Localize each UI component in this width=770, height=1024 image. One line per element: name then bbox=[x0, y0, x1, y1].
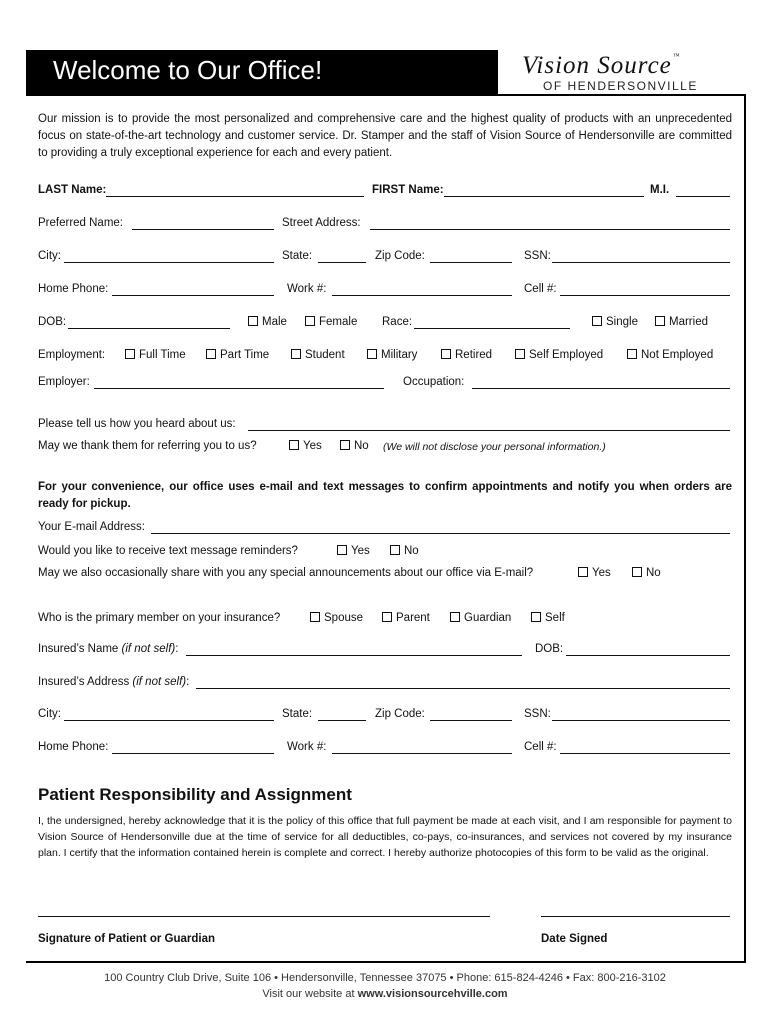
work-label: Work #: bbox=[287, 283, 327, 295]
state-label: State: bbox=[282, 250, 313, 262]
preferred-name-label: Preferred Name: bbox=[38, 217, 124, 229]
insured-work-label: Work #: bbox=[287, 741, 327, 753]
thank-no-option[interactable]: No bbox=[340, 440, 369, 452]
insured-state-label: State: bbox=[282, 708, 313, 720]
checkbox-icon[interactable] bbox=[578, 567, 588, 577]
checkbox-icon[interactable] bbox=[248, 316, 258, 326]
insured-ssn-field[interactable] bbox=[552, 708, 730, 721]
preferred-row bbox=[38, 217, 730, 233]
insured-cell-field[interactable] bbox=[560, 741, 730, 754]
checkbox-icon[interactable] bbox=[632, 567, 642, 577]
checkbox-icon[interactable] bbox=[337, 545, 347, 555]
dob-row bbox=[38, 316, 730, 332]
employment-student[interactable]: Student bbox=[291, 349, 345, 361]
home-phone-label: Home Phone: bbox=[38, 283, 109, 295]
dob-label: DOB: bbox=[38, 316, 67, 328]
home-phone-field[interactable] bbox=[112, 283, 274, 296]
primary-member-row bbox=[38, 612, 730, 628]
share-no-option[interactable]: No bbox=[632, 567, 661, 579]
email-row bbox=[38, 521, 730, 537]
thank-question: May we thank them for referring you to us? bbox=[38, 440, 257, 452]
checkbox-icon[interactable] bbox=[390, 545, 400, 555]
employment-full-time[interactable]: Full Time bbox=[125, 349, 186, 361]
occupation-label: Occupation: bbox=[403, 376, 465, 388]
logo-subtitle: OF HENDERSONVILLE bbox=[543, 79, 698, 93]
preferred-name-field[interactable] bbox=[132, 217, 274, 230]
insured-zip-field[interactable] bbox=[430, 708, 512, 721]
phone-row bbox=[38, 283, 730, 299]
checkbox-icon[interactable] bbox=[305, 316, 315, 326]
checkbox-icon[interactable] bbox=[627, 349, 637, 359]
checkbox-icon[interactable] bbox=[382, 612, 392, 622]
employment-label: Employment: bbox=[38, 349, 106, 361]
name-row bbox=[38, 184, 730, 200]
primary-member-question: Who is the primary member on your insurance? bbox=[38, 612, 281, 624]
insured-home-phone-label: Home Phone: bbox=[38, 741, 109, 753]
dob-field[interactable] bbox=[68, 316, 230, 329]
employer-label: Employer: bbox=[38, 376, 90, 388]
street-address-label: Street Address: bbox=[282, 217, 361, 229]
email-label: Your E-mail Address: bbox=[38, 521, 145, 533]
last-name-label: LAST Name: bbox=[38, 184, 107, 196]
responsibility-heading: Patient Responsibility and Assignment bbox=[38, 785, 352, 804]
share-question: May we also occasionally share with you any special announcements about our office via E-mail? bbox=[38, 567, 534, 579]
ssn-label: SSN: bbox=[524, 250, 551, 262]
text-yes-option[interactable]: Yes bbox=[337, 545, 370, 557]
married-option[interactable]: Married bbox=[655, 316, 708, 328]
insured-cell-label: Cell #: bbox=[524, 741, 557, 753]
email-field[interactable] bbox=[151, 521, 730, 534]
last-name-field[interactable] bbox=[106, 184, 364, 197]
checkbox-icon[interactable] bbox=[206, 349, 216, 359]
female-option[interactable]: Female bbox=[305, 316, 357, 328]
city-row bbox=[38, 250, 730, 266]
insured-home-phone-field[interactable] bbox=[112, 741, 274, 754]
thank-row bbox=[38, 440, 730, 456]
employment-self-employed[interactable]: Self Employed bbox=[515, 349, 603, 361]
checkbox-icon[interactable] bbox=[340, 440, 350, 450]
insured-zip-label: Zip Code: bbox=[375, 708, 425, 720]
text-no-option[interactable]: No bbox=[390, 545, 419, 557]
first-name-field[interactable] bbox=[444, 184, 644, 197]
logo-text: Vision Source bbox=[522, 52, 672, 79]
checkbox-icon[interactable] bbox=[367, 349, 377, 359]
single-option[interactable]: Single bbox=[592, 316, 638, 328]
cell-label: Cell #: bbox=[524, 283, 557, 295]
share-yes-option[interactable]: Yes bbox=[578, 567, 611, 579]
insured-name-label: Insured’s Name (if not self): bbox=[38, 643, 179, 655]
race-label: Race: bbox=[382, 316, 413, 328]
occupation-field[interactable] bbox=[472, 376, 730, 389]
checkbox-icon[interactable] bbox=[450, 612, 460, 622]
employment-row bbox=[38, 349, 730, 365]
insured-city-label: City: bbox=[38, 708, 61, 720]
male-option[interactable]: Male bbox=[248, 316, 287, 328]
race-field[interactable] bbox=[414, 316, 570, 329]
checkbox-icon[interactable] bbox=[655, 316, 665, 326]
responsibility-text: I, the undersigned, hereby acknowledge that it is the policy of this office that full payment be made at each visit, and I am responsible for payment to Vision Source of Hendersonville due at the time of service for all deductibles, co-pays, co-insurances, and services not covered by my insurance plan. I certify that the information contained herein is complete and correct. I hereby authorize photocopies of this form to be valid as the original. bbox=[38, 815, 732, 859]
city-label: City: bbox=[38, 250, 61, 262]
insurance-parent-option[interactable]: Parent bbox=[382, 612, 430, 624]
checkbox-icon[interactable] bbox=[592, 316, 602, 326]
insured-city-row bbox=[38, 708, 730, 724]
date-signed-label: Date Signed bbox=[541, 933, 608, 945]
contact-notice: For your convenience, our office uses e-mail and text messages to confirm appointments and notify you when orders are ready for pickup. bbox=[38, 481, 732, 510]
insurance-self-option[interactable]: Self bbox=[531, 612, 565, 624]
ssn-field[interactable] bbox=[552, 250, 730, 263]
mi-label: M.I. bbox=[650, 184, 670, 196]
logo-tm: ™ bbox=[672, 52, 681, 60]
date-signed-field[interactable] bbox=[541, 916, 730, 917]
checkbox-icon[interactable] bbox=[441, 349, 451, 359]
signature-label: Signature of Patient or Guardian bbox=[38, 933, 215, 945]
insurance-guardian-option[interactable]: Guardian bbox=[450, 612, 511, 624]
insured-dob-label: DOB: bbox=[535, 643, 564, 655]
footer-url[interactable]: www.visionsourcehville.com bbox=[357, 988, 508, 1000]
frame-bottom bbox=[26, 961, 746, 963]
heard-row bbox=[38, 418, 730, 434]
first-name-label: FIRST Name: bbox=[372, 184, 444, 196]
privacy-note: (We will not disclose your personal information.) bbox=[383, 441, 606, 453]
page-title: Welcome to Our Office! bbox=[53, 55, 323, 85]
zip-label: Zip Code: bbox=[375, 250, 425, 262]
insured-address-label: Insured’s Address (if not self): bbox=[38, 676, 190, 688]
state-field[interactable] bbox=[318, 250, 366, 263]
thank-yes-option[interactable]: Yes bbox=[289, 440, 322, 452]
insured-dob-field[interactable] bbox=[566, 643, 730, 656]
insured-address-row bbox=[38, 676, 730, 692]
city-field[interactable] bbox=[64, 250, 274, 263]
zip-field[interactable] bbox=[430, 250, 512, 263]
checkbox-icon[interactable] bbox=[531, 612, 541, 622]
insured-state-field[interactable] bbox=[318, 708, 366, 721]
employment-military[interactable]: Military bbox=[367, 349, 417, 361]
mi-field[interactable] bbox=[676, 184, 730, 197]
text-reminder-question: Would you like to receive text message reminders? bbox=[38, 545, 298, 557]
checkbox-icon[interactable] bbox=[291, 349, 301, 359]
employment-not-employed[interactable]: Not Employed bbox=[627, 349, 713, 361]
checkbox-icon[interactable] bbox=[310, 612, 320, 622]
insured-work-field[interactable] bbox=[332, 741, 512, 754]
checkbox-icon[interactable] bbox=[515, 349, 525, 359]
frame-top bbox=[26, 94, 746, 96]
employer-field[interactable] bbox=[94, 376, 384, 389]
street-address-field[interactable] bbox=[370, 217, 730, 230]
insured-city-field[interactable] bbox=[64, 708, 274, 721]
logo bbox=[522, 52, 681, 80]
employment-retired[interactable]: Retired bbox=[441, 349, 492, 361]
heard-field[interactable] bbox=[248, 418, 730, 431]
insured-name-field[interactable] bbox=[186, 643, 522, 656]
employment-part-time[interactable]: Part Time bbox=[206, 349, 269, 361]
cell-field[interactable] bbox=[560, 283, 730, 296]
footer-address: 100 Country Club Drive, Suite 106 • Hendersonville, Tennessee 37075 • Phone: 615-824-4246 • Fax: 800-216-3102 bbox=[104, 972, 666, 984]
insured-phone-row bbox=[38, 741, 730, 757]
frame-right bbox=[744, 94, 746, 963]
footer-website bbox=[0, 988, 770, 1000]
footer-visit-text: Visit our website at bbox=[262, 988, 355, 1000]
employer-row bbox=[38, 376, 730, 392]
share-row bbox=[38, 567, 730, 583]
checkbox-icon[interactable] bbox=[125, 349, 135, 359]
insured-name-row bbox=[38, 643, 730, 659]
insured-ssn-label: SSN: bbox=[524, 708, 551, 720]
work-field[interactable] bbox=[332, 283, 512, 296]
mission-statement: Our mission is to provide the most personalized and comprehensive care and the highest quality of products with an unprecedented focus on state-of-the-art technology and customer service. Dr. Stamper and the staff of Vision Source of Hendersonville are committed to providing a truly exceptional experience for each and every patient. bbox=[38, 113, 732, 159]
checkbox-icon[interactable] bbox=[289, 440, 299, 450]
insured-address-field[interactable] bbox=[196, 676, 730, 689]
heard-label: Please tell us how you heard about us: bbox=[38, 418, 236, 430]
insurance-spouse-option[interactable]: Spouse bbox=[310, 612, 363, 624]
text-reminder-row bbox=[38, 545, 730, 561]
signature-field[interactable] bbox=[38, 916, 490, 917]
